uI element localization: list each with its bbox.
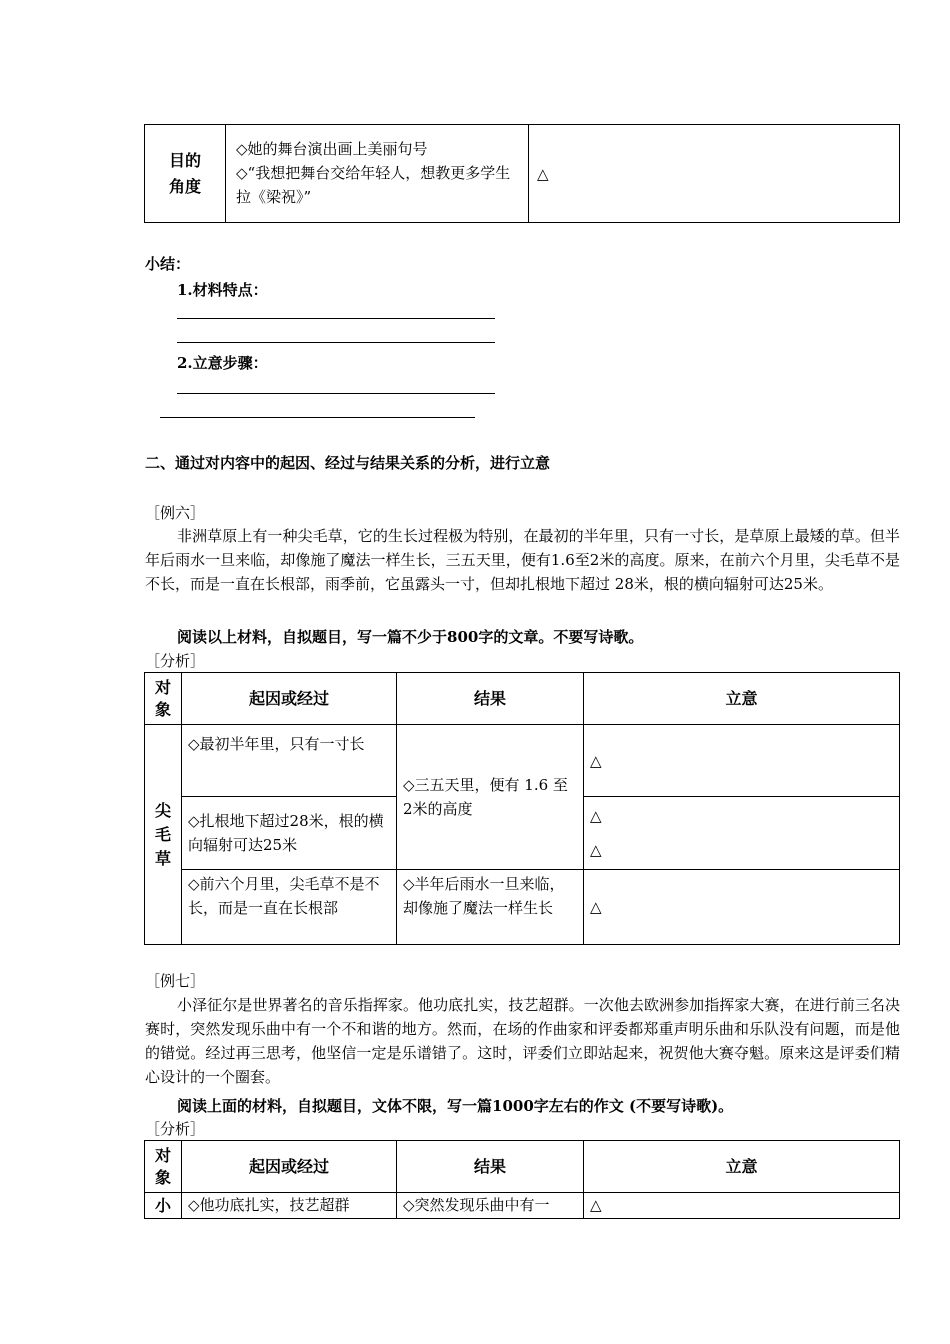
ex6-idea-2: △ △ (584, 797, 900, 870)
purpose-angle-table (144, 124, 900, 223)
example-6-table (144, 672, 900, 945)
blank-line-3 (177, 393, 495, 394)
summary-point-2: 2.立意步骤： (177, 354, 268, 372)
ex6-result-2: ◇半年后雨水一旦来临，却像施了魔法一样生长 (397, 870, 584, 945)
ex6-cause-1: ◇最初半年里，只有一寸长 (182, 725, 397, 797)
blank-line-1 (177, 318, 495, 319)
purpose-angle-items (226, 125, 529, 223)
example-7-analysis-label: ［分析］ (145, 1120, 206, 1138)
blank-line-2 (177, 342, 495, 343)
ex6-header-cause: 起因或经过 (182, 673, 397, 725)
ex6-idea-3: △ (584, 870, 900, 945)
blank-line-4 (160, 417, 475, 418)
summary-title: 小结： (145, 255, 191, 273)
example-6-task: 阅读以上材料，自拟题目，写一篇不少于800字的文章。不要写诗歌。 (177, 628, 644, 646)
purpose-angle-result (529, 125, 900, 223)
example-6-analysis-label: ［分析］ (145, 652, 206, 670)
purpose-angle-label (145, 125, 226, 223)
ex7-object-cell: 小 (145, 1193, 182, 1219)
example-6-text: 非洲草原上有一种尖毛草，它的生长过程极为特别，在最初的半年里，只有一寸长，是草原上最矮的草。但半年后雨水一旦来临，却像施了魔法一样生长，三五天里，便有1.6至2米的高度。原来，在前六个月里，尖毛草不是不长，而是一直在长根部，雨季前，它虽露头一寸，但却扎根地下超过 28米，根的横向辐射可达25米。 (145, 527, 900, 593)
ex6-header-object: 对象 (145, 673, 182, 725)
ex7-header-cause: 起因或经过 (182, 1141, 397, 1193)
ex6-cause-3: ◇前六个月里，尖毛草不是不长，而是一直在长根部 (182, 870, 397, 945)
section-2-heading: 二、通过对内容中的起因、经过与结果关系的分析，进行立意 (145, 454, 551, 472)
ex7-header-result: 结果 (397, 1141, 584, 1193)
example-6-label: ［例六］ (145, 504, 206, 522)
ex7-header-object: 对象 (145, 1141, 182, 1193)
ex6-object-cell (145, 725, 182, 945)
purpose-angle-label-text: 目的 角度 (168, 150, 201, 196)
example-7-text: 小泽征尔是世界著名的音乐指挥家。他功底扎实，技艺超群。一次他去欧洲参加指挥家大赛，在进行前三名决赛时，突然发现乐曲中有一个不和谐的地方。然而，在场的作曲家和评委都郑重声明乐曲和乐队没有问题，而是他的错觉。经过再三思考，他坚信一定是乐谱错了。这时，评委们立即站起来，祝贺他大赛夺魁。原来这是评委们精心设计的一个圈套。 (145, 996, 900, 1086)
purpose-item-1: ◇她的舞台演出画上美丽句号 (236, 140, 428, 158)
ex7-cause-1: ◇他功底扎实，技艺超群 (182, 1193, 397, 1219)
ex6-cause-2: ◇扎根地下超过28米，根的横向辐射可达25米 (182, 797, 397, 870)
purpose-result-mark: △ (537, 164, 549, 183)
ex6-idea-1: △ (584, 725, 900, 797)
ex6-header-result: 结果 (397, 673, 584, 725)
example-7-task: 阅读上面的材料，自拟题目，文体不限，写一篇1000字左右的作文 (不要写诗歌)。 (177, 1097, 734, 1115)
ex7-idea-1: △ (584, 1193, 900, 1219)
example-7-label: ［例七］ (145, 972, 206, 990)
example-7-table (144, 1140, 900, 1219)
summary-point-1: 1.材料特点： (177, 281, 268, 299)
ex6-result-1: ◇三五天里，便有 1.6 至2米的高度 (397, 725, 584, 870)
ex7-result-1: ◇突然发现乐曲中有一 (397, 1193, 584, 1219)
ex6-header-idea: 立意 (584, 673, 900, 725)
ex6-object-text: 尖毛草 (154, 800, 171, 868)
ex7-header-idea: 立意 (584, 1141, 900, 1193)
purpose-item-2: ◇“我想把舞台交给年轻人，想教更多学生拉《梁祝》” (236, 164, 511, 206)
